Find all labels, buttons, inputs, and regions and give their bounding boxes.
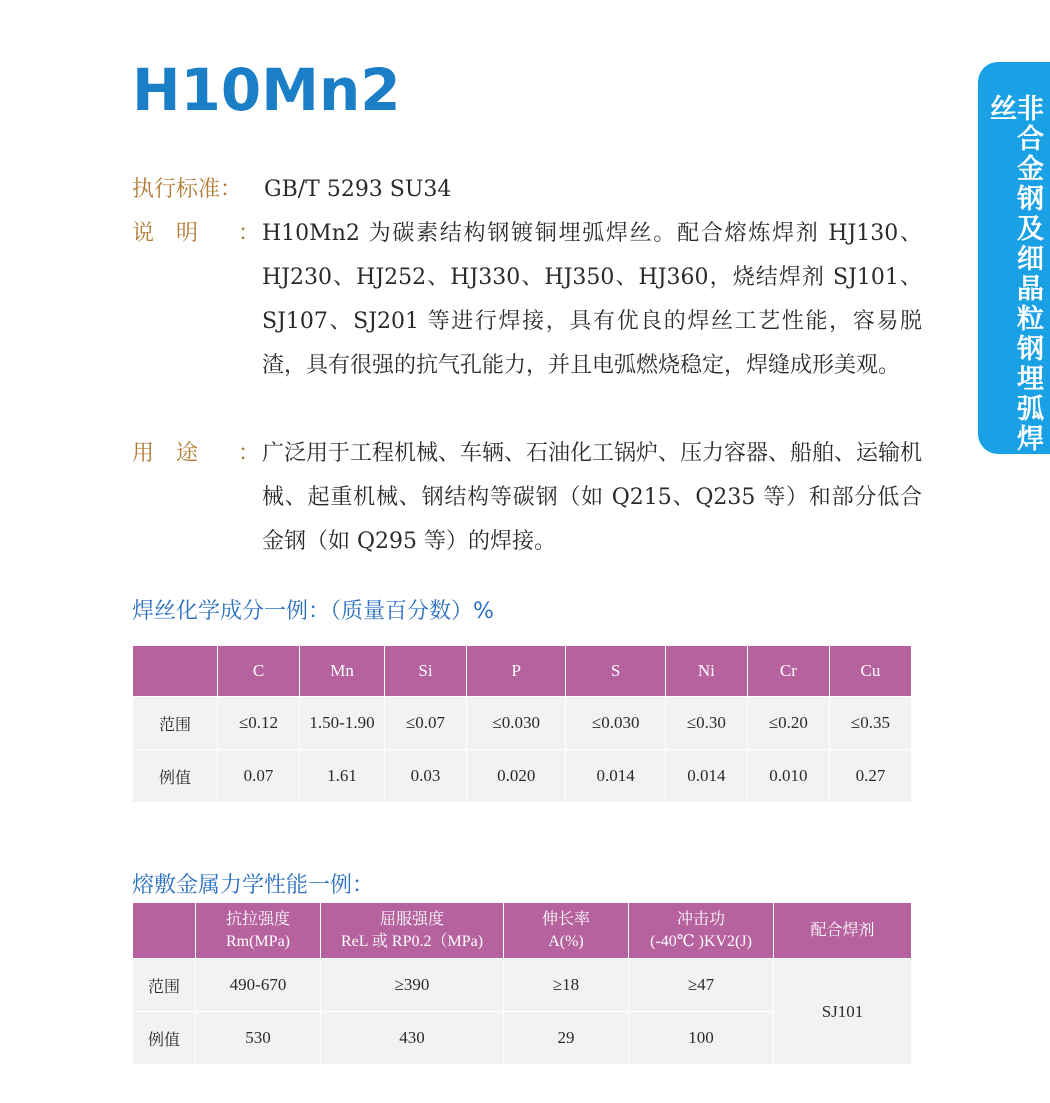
usage-label: 用 途	[132, 441, 199, 466]
table-cell: 1.50-1.90	[300, 697, 385, 750]
mech-header-line2: Rm(MPa)	[226, 932, 290, 950]
row-label: 范围	[133, 959, 196, 1012]
mech-header-line2: (-40℃ )KV2(J)	[650, 932, 752, 950]
table-cell: 0.27	[829, 750, 911, 803]
mech-header-cell	[629, 903, 774, 959]
table-cell: 0.07	[218, 750, 300, 803]
row-label: 范围	[133, 697, 218, 750]
usage-colon: ：	[238, 441, 261, 466]
description-colon: ：	[238, 221, 261, 246]
mech-header-line1: 伸长率	[541, 910, 590, 928]
mech-section-title: 熔敷金属力学性能一例：	[132, 873, 375, 898]
table-cell: ≤0.12	[218, 697, 300, 750]
table-cell: ≤0.030	[467, 697, 566, 750]
table-cell: 0.03	[385, 750, 467, 803]
table-row	[133, 697, 912, 750]
chem-header-cell: Mn	[300, 646, 385, 697]
mech-header-line1: 冲击功	[676, 910, 725, 928]
table-cell: 0.020	[467, 750, 566, 803]
mech-header-line2: ReL 或 RP0.2（MPa)	[340, 932, 484, 950]
mech-header-cell: 配合焊剂	[774, 903, 912, 959]
standard-label: 执行标准：	[132, 177, 243, 202]
table-cell: ≤0.07	[385, 697, 467, 750]
description-label: 说 明	[132, 221, 199, 246]
table-cell: 490-670	[196, 959, 321, 1012]
table-cell: ≤0.20	[747, 697, 829, 750]
table-cell: 100	[629, 1012, 774, 1065]
table-cell: 0.010	[747, 750, 829, 803]
table-cell: ≥18	[504, 959, 629, 1012]
chem-header-row	[133, 646, 912, 697]
mechanical-properties-table	[132, 902, 912, 1065]
mech-header-line2: A(%)	[548, 932, 584, 950]
product-title: H10Mn2	[132, 56, 401, 124]
chem-header-cell: Cu	[829, 646, 911, 697]
table-cell: 29	[504, 1012, 629, 1065]
standard-value: GB/T 5293 SU34	[264, 177, 452, 202]
row-label: 例值	[133, 1012, 196, 1065]
mech-header-cell	[133, 903, 196, 959]
table-cell: ≥47	[629, 959, 774, 1012]
category-side-tab-label: 非合金钢及细晶粒钢埋弧焊丝	[985, 94, 1043, 454]
flux-cell: SJ101	[774, 959, 912, 1065]
description-text: H10Mn2 为碳素结构钢镀铜埋弧焊丝。配合熔炼焊剂 HJ130、HJ230、HJ252、HJ330、HJ350、HJ360，烧结焊剂 SJ101、SJ107、SJ201 等进行焊接，具有优良的焊丝工艺性能，容易脱渣，具有很强的抗气孔能力，并且电弧燃烧稳定，焊缝成形美观。	[262, 221, 922, 378]
table-cell: ≥390	[321, 959, 504, 1012]
table-cell: ≤0.030	[566, 697, 665, 750]
table-cell: 0.014	[566, 750, 665, 803]
mech-header-row	[133, 903, 912, 959]
row-label: 例值	[133, 750, 218, 803]
table-row	[133, 959, 912, 1012]
category-side-tab	[978, 62, 1050, 454]
chem-header-cell: Cr	[747, 646, 829, 697]
table-cell: ≤0.35	[829, 697, 911, 750]
usage-text: 广泛用于工程机械、车辆、石油化工锅炉、压力容器、船舶、运输机械、起重机械、钢结构等碳钢（如 Q215、Q235 等）和部分低合金钢（如 Q295 等）的焊接。	[262, 441, 923, 554]
table-row	[133, 750, 912, 803]
table-cell: 1.61	[300, 750, 385, 803]
chem-section-title: 焊丝化学成分一例：（质量百分数）%	[132, 599, 494, 624]
chem-header-cell: C	[218, 646, 300, 697]
table-cell: 430	[321, 1012, 504, 1065]
mech-header-line1: 屈服强度	[379, 910, 444, 928]
chem-header-cell: P	[467, 646, 566, 697]
chem-header-cell	[133, 646, 218, 697]
chem-header-cell: S	[566, 646, 665, 697]
chem-header-cell: Si	[385, 646, 467, 697]
mech-header-cell	[196, 903, 321, 959]
table-cell: 0.014	[665, 750, 747, 803]
mech-header-line1: 抗拉强度	[225, 910, 290, 928]
mech-header-cell	[321, 903, 504, 959]
table-cell: 530	[196, 1012, 321, 1065]
chem-header-cell: Ni	[665, 646, 747, 697]
chemical-composition-table	[132, 645, 912, 803]
mech-header-cell	[504, 903, 629, 959]
table-cell: ≤0.30	[665, 697, 747, 750]
